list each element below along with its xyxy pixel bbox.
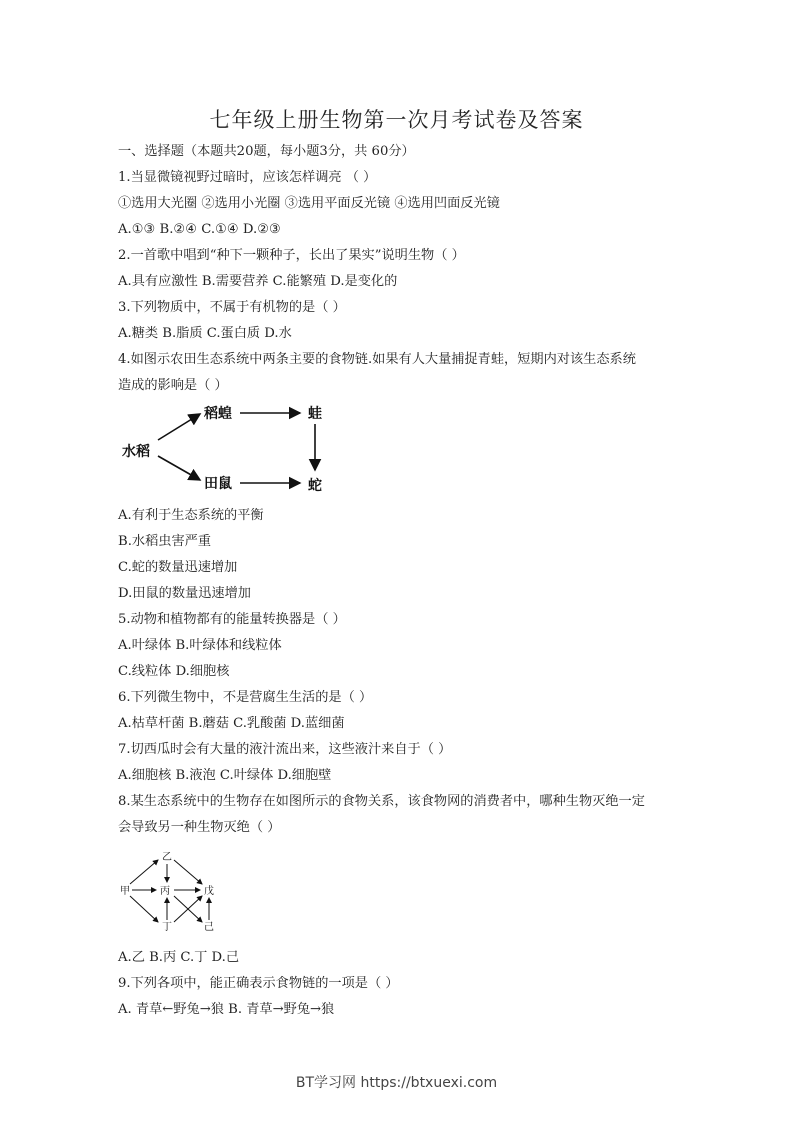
- question-4-option-d: D.田鼠的数量迅速增加: [118, 586, 251, 601]
- question-2-stem: 2.一首歌中唱到“种下一颗种子，长出了果实”说明生物（ ）: [118, 248, 465, 263]
- node-wu: 戊: [204, 886, 214, 897]
- node-yi: 乙: [162, 852, 172, 863]
- arrow-rice-to-mouse: [158, 456, 200, 480]
- question-2-options: A.具有应激性 B.需要营养 C.能繁殖 D.是变化的: [118, 274, 398, 289]
- question-3-stem: 3.下列物质中，不属于有机物的是（ ）: [118, 300, 346, 315]
- question-4-option-a: A.有利于生态系统的平衡: [118, 508, 264, 523]
- node-ji: 己: [204, 922, 214, 933]
- question-8-options: A.乙 B.丙 C.丁 D.己: [118, 950, 240, 965]
- section-heading: 一、选择题（本题共20题，每小题3分，共 60分）: [118, 144, 415, 159]
- question-9-options: A. 青草←野兔→狼 B. 青草→野兔→狼: [118, 1002, 335, 1017]
- question-4-option-c: C.蛇的数量迅速增加: [118, 560, 238, 575]
- frog-label: 蛙: [308, 406, 322, 422]
- page-title: 七年级上册生物第一次月考试卷及答案: [209, 108, 584, 132]
- site-footer: BT学习网 https://btxuexi.com: [295, 1075, 498, 1091]
- question-5-options-line1: A.叶绿体 B.叶绿体和线粒体: [118, 638, 282, 653]
- question-8-stem-line2: 会导致另一种生物灭绝（ ）: [118, 820, 281, 835]
- arrow-jia-to-ding: [130, 896, 158, 922]
- question-3-options: A.糖类 B.脂质 C.蛋白质 D.水: [118, 326, 292, 341]
- node-jia: 甲: [120, 886, 130, 897]
- question-9-stem: 9.下列各项中，能正确表示食物链的一项是（ ）: [118, 976, 399, 991]
- question-7-options: A.细胞核 B.液泡 C.叶绿体 D.细胞壁: [118, 768, 332, 783]
- question-4-stem-line1: 4.如图示农田生态系统中两条主要的食物链.如果有人大量捕捉青蛙，短期内对该生态系统: [118, 352, 636, 367]
- question-5-stem: 5.动物和植物都有的能量转换器是（ ）: [118, 612, 346, 627]
- question-1-stem: 1.当显微镜视野过暗时，应该怎样调亮 （ ）: [118, 170, 377, 185]
- question-1-items: ①选用大光圈 ②选用小光圈 ③选用平面反光镜 ④选用凹面反光镜: [118, 196, 500, 211]
- question-4-option-b: B.水稻虫害严重: [118, 534, 212, 549]
- node-ding: 丁: [162, 922, 172, 933]
- question-6-options: A.枯草杆菌 B.蘑菇 C.乳酸菌 D.蓝细菌: [118, 716, 345, 731]
- arrow-jia-to-yi: [130, 860, 158, 884]
- arrow-yi-to-wu: [174, 860, 202, 884]
- arrow-rice-to-grasshopper: [158, 414, 200, 440]
- question-4-stem-line2: 造成的影响是（ ）: [118, 378, 228, 393]
- food-chain-diagram: [118, 400, 338, 500]
- question-6-stem: 6.下列微生物中，不是营腐生生活的是（ ）: [118, 690, 373, 705]
- grasshopper-label: 稻蝗: [204, 406, 232, 422]
- snake-label: 蛇: [308, 478, 322, 494]
- question-1-options: A.①③ B.②④ C.①④ D.②③: [118, 222, 281, 237]
- question-8-stem-line1: 8.某生态系统中的生物存在如图所示的食物关系，该食物网的消费者中，哪种生物灭绝一定: [118, 794, 645, 809]
- field-mouse-label: 田鼠: [204, 476, 232, 492]
- node-bing: 丙: [160, 886, 170, 897]
- producer-rice-label: 水稻: [122, 444, 150, 460]
- question-5-options-line2: C.线粒体 D.细胞核: [118, 664, 230, 679]
- question-7-stem: 7.切西瓜时会有大量的液汁流出来，这些液汁来自于（ ）: [118, 742, 452, 757]
- food-web-diagram: [118, 848, 228, 936]
